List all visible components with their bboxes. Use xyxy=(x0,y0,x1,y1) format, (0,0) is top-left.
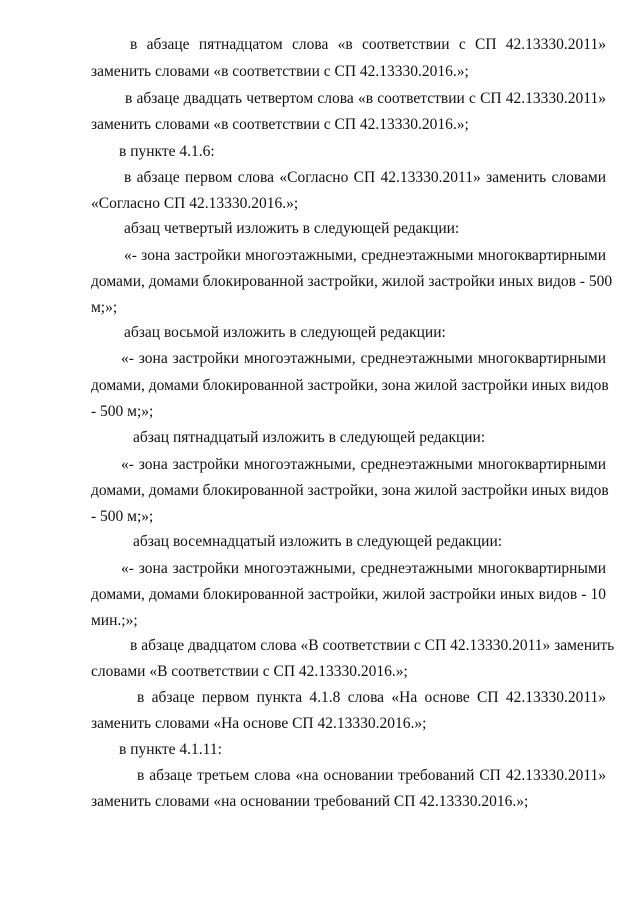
text-line: - 500 м;»; xyxy=(91,403,154,420)
text-line: заменить словами «На основе СП 42.13330.2016.»; xyxy=(91,715,427,732)
text-line: в абзаце двадцать четвертом слова «в соответствии с СП 42.13330.2011» xyxy=(125,90,606,107)
text-line: «- зона застройки многоэтажными, среднеэтажными многоквартирными xyxy=(121,456,606,473)
text-line: в абзаце двадцатом слова «В соответствии с СП 42.13330.2011» заменить xyxy=(130,637,615,654)
text-line: домами, домами блокированной застройки, жилой застройки иных видов - 10 xyxy=(91,586,606,603)
text-line: в абзаце первом пункта 4.1.8 слова «На основе СП 42.13330.2011» xyxy=(137,689,606,706)
text-line: домами, домами блокированной застройки, жилой застройки иных видов - 500 xyxy=(91,273,613,290)
text-line: домами, домами блокированной застройки, зона жилой застройки иных видов xyxy=(91,377,609,394)
text-line: заменить словами «на основании требований СП 42.13330.2016.»; xyxy=(91,793,529,810)
text-line: в пункте 4.1.11: xyxy=(119,741,222,758)
text-line: абзац восемнадцатый изложить в следующей редакции: xyxy=(133,533,503,550)
text-line: словами «В соответствии с СП 42.13330.2016.»; xyxy=(91,663,408,680)
text-line: абзац восьмой изложить в следующей редакции: xyxy=(124,324,446,341)
text-line: «- зона застройки многоэтажными, среднеэтажными многоквартирными xyxy=(124,247,606,264)
text-line: «- зона застройки многоэтажными, среднеэтажными многоквартирными xyxy=(121,560,606,577)
text-line: - 500 м;»; xyxy=(91,508,154,525)
text-line: в пункте 4.1.6: xyxy=(119,143,215,160)
text-line: заменить словами «в соответствии с СП 42.13330.2016.»; xyxy=(91,63,469,80)
text-line: «Согласно СП 42.13330.2016.»; xyxy=(91,195,299,212)
text-line: абзац пятнадцатый изложить в следующей редакции: xyxy=(133,429,486,446)
text-line: в абзаце первом слова «Согласно СП 42.13330.2011» заменить словами xyxy=(124,169,606,186)
text-line: м;»; xyxy=(91,299,118,316)
text-line: домами, домами блокированной застройки, зона жилой застройки иных видов xyxy=(91,482,609,499)
text-line: «- зона застройки многоэтажными, среднеэтажными многоквартирными xyxy=(121,350,606,367)
text-line: в абзаце пятнадцатом слова «в соответствии с СП 42.13330.2011» xyxy=(130,36,606,53)
text-line: мин.;»; xyxy=(91,612,138,629)
text-line: в абзаце третьем слова «на основании требований СП 42.13330.2011» xyxy=(137,767,606,784)
text-line: заменить словами «в соответствии с СП 42.13330.2016.»; xyxy=(91,116,469,133)
text-line: абзац четвертый изложить в следующей редакции: xyxy=(124,220,460,237)
